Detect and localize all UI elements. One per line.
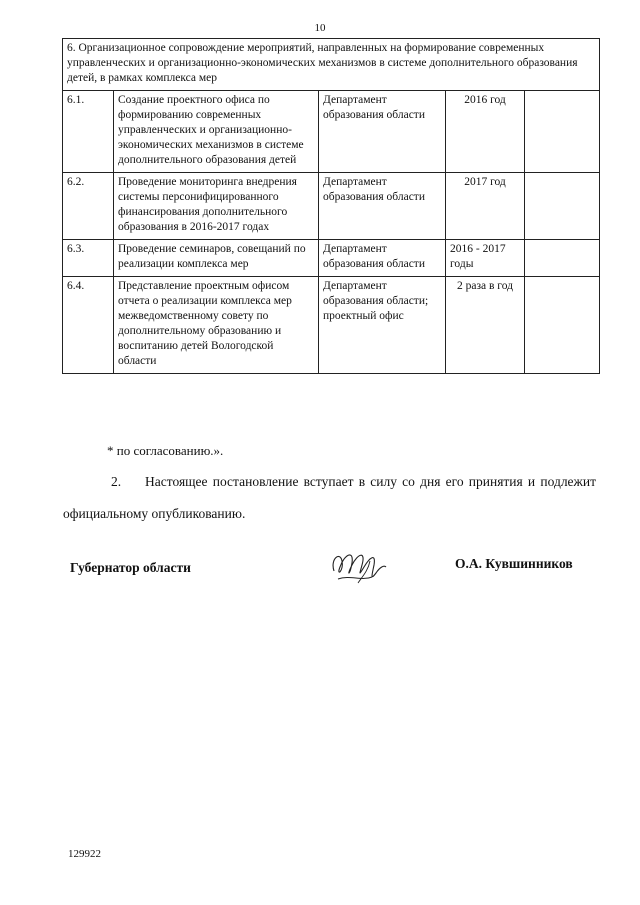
empty-cell	[525, 173, 600, 240]
row-number: 6.4.	[63, 277, 114, 374]
empty-cell	[525, 91, 600, 173]
document-code: 129922	[68, 848, 101, 860]
paragraph-text: Настоящее постановление вступает в силу со дня его принятия и подлежит официальному опубликованию.	[63, 474, 596, 521]
row-number: 6.1.	[63, 91, 114, 173]
deadline: 2017 год	[446, 173, 525, 240]
handwritten-signature	[328, 541, 390, 587]
row-number: 6.3.	[63, 240, 114, 277]
table-row	[63, 277, 600, 374]
measures-table	[62, 38, 600, 374]
empty-cell	[525, 277, 600, 374]
page-number: 10	[314, 22, 326, 34]
responsible-department: Департамент образования области	[319, 240, 446, 277]
responsible-department: Департамент образования области	[319, 91, 446, 173]
deadline: 2 раза в год	[446, 277, 525, 374]
measure-name: Создание проектного офиса по формированию современных управленческих и организационно-экономических механизмов в системе дополнительного образования детей	[114, 91, 319, 173]
empty-cell	[525, 240, 600, 277]
row-number: 6.2.	[63, 173, 114, 240]
table-row	[63, 173, 600, 240]
table-row	[63, 240, 600, 277]
paragraph-number: 2.	[111, 474, 122, 489]
measure-name: Проведение семинаров, совещаний по реализации комплекса мер	[114, 240, 319, 277]
deadline: 2016 - 2017 годы	[446, 240, 525, 277]
measure-name: Проведение мониторинга внедрения системы персонифицированного финансирования дополнительного образования в 2016-2017 годах	[114, 173, 319, 240]
responsible-department: Департамент образования области	[319, 173, 446, 240]
responsible-department: Департамент образования области; проектный офис	[319, 277, 446, 374]
signatory-name: О.А. Кувшинников	[455, 556, 573, 571]
footnote: * по согласованию.».	[107, 443, 224, 458]
paragraph-2	[63, 466, 596, 530]
deadline: 2016 год	[446, 91, 525, 173]
section-header-cell: 6. Организационное сопровождение мероприятий, направленных на формирование современных управленческих и организационно-экономических механизмов в системе дополнительного образования детей, в рамках комплекса мер	[63, 39, 600, 91]
measure-name: Представление проектным офисом отчета о реализации комплекса мер межведомственному совету по дополнительному образованию и воспитанию детей Вологодской области	[114, 277, 319, 374]
signatory-title: Губернатор области	[70, 560, 191, 575]
table-row	[63, 91, 600, 173]
table-section-header-row	[63, 39, 600, 91]
